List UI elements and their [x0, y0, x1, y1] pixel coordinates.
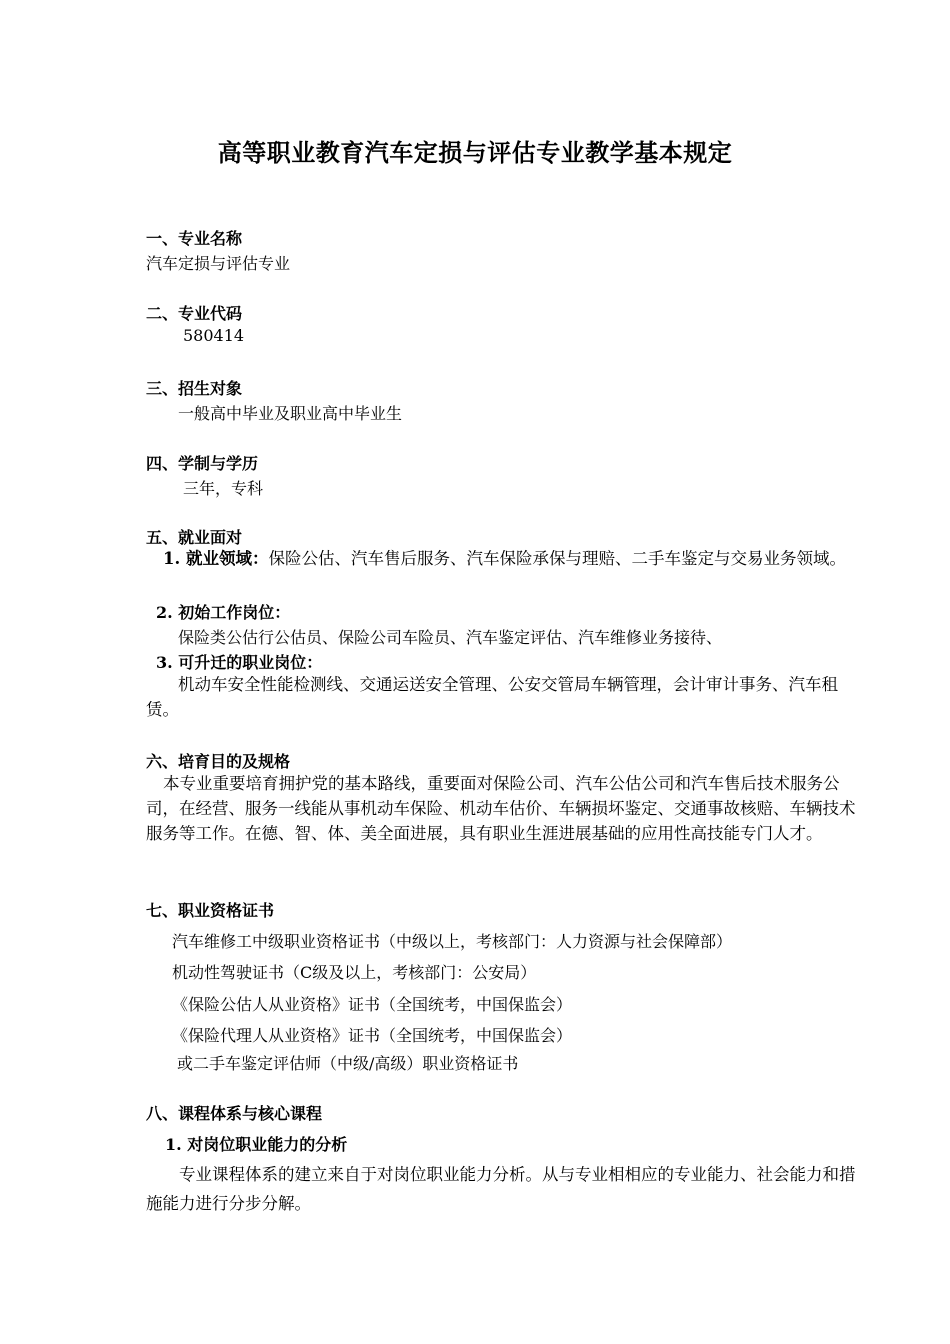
employment-field	[146, 546, 864, 571]
promotion-positions-text: 机动车安全性能检测线、交通运送安全管理、公安交管局车辆管理，会计审计事务、汽车租赁。	[146, 675, 838, 719]
section-3-heading: 三、招生对象	[146, 379, 243, 398]
section-8-heading: 八、课程体系与核心课程	[146, 1104, 323, 1123]
section-8-text: 专业课程体系的建立来自于对岗位职业能力分析。从与专业相相应的专业能力、社会能力和措施能力进行分步分解。	[146, 1165, 856, 1213]
section-1-heading: 一、专业名称	[146, 229, 243, 248]
section-2-heading: 二、专业代码	[146, 304, 243, 323]
employment-field-label: 1. 就业领域：	[163, 549, 269, 568]
employment-field-text: 保险公估、汽车售后服务、汽车保险承保与理赔、二手车鉴定与交易业务领域。	[268, 549, 846, 568]
document-title: 高等职业教育汽车定损与评估专业教学基本规定	[217, 138, 733, 167]
promotion-positions-label: 3. 可升迁的职业岗位：	[156, 653, 323, 672]
section-4-text: 三年，专科	[183, 479, 264, 498]
certificate-item: 汽车维修工中级职业资格证书（中级以上，考核部门：人力资源与社会保障部）	[172, 932, 733, 951]
initial-positions-label: 2. 初始工作岗位：	[156, 603, 291, 622]
section-7-heading: 七、职业资格证书	[146, 901, 275, 920]
section-6-heading: 六、培育目的及规格	[146, 752, 291, 771]
section-5-heading: 五、就业面对	[146, 528, 243, 547]
section-1-text: 汽车定损与评估专业	[146, 254, 291, 273]
section-8-subheading: 1. 对岗位职业能力的分析	[165, 1135, 348, 1154]
section-6-text: 本专业重要培育拥护党的基本路线，重要面对保险公司、汽车公估公司和汽车售后技术服务公司，在经营、服务一线能从事机动车保险、机动车估价、车辆损坏鉴定、交通事故核赔、车辆技术服务等工作。在德、智、体、美全面进展，具有职业生涯进展基础的应用性高技能专门人才。	[146, 774, 856, 843]
certificate-item: 《保险代理人从业资格》证书（全国统考，中国保监会）	[172, 1026, 573, 1045]
section-2-text: 580414	[183, 326, 245, 345]
section-3-text: 一般高中毕业及职业高中毕业生	[178, 404, 403, 423]
certificate-item: 机动性驾驶证书（C级及以上，考核部门：公安局）	[172, 963, 537, 982]
certificate-item: 《保险公估人从业资格》证书（全国统考，中国保监会）	[172, 995, 573, 1014]
initial-positions-text: 保险类公估行公估员、保险公司车险员、汽车鉴定评估、汽车维修业务接待、	[178, 628, 723, 647]
certificate-item: 或二手车鉴定评估师（中级/高级）职业资格证书	[177, 1054, 519, 1073]
section-4-heading: 四、学制与学历	[146, 454, 259, 473]
